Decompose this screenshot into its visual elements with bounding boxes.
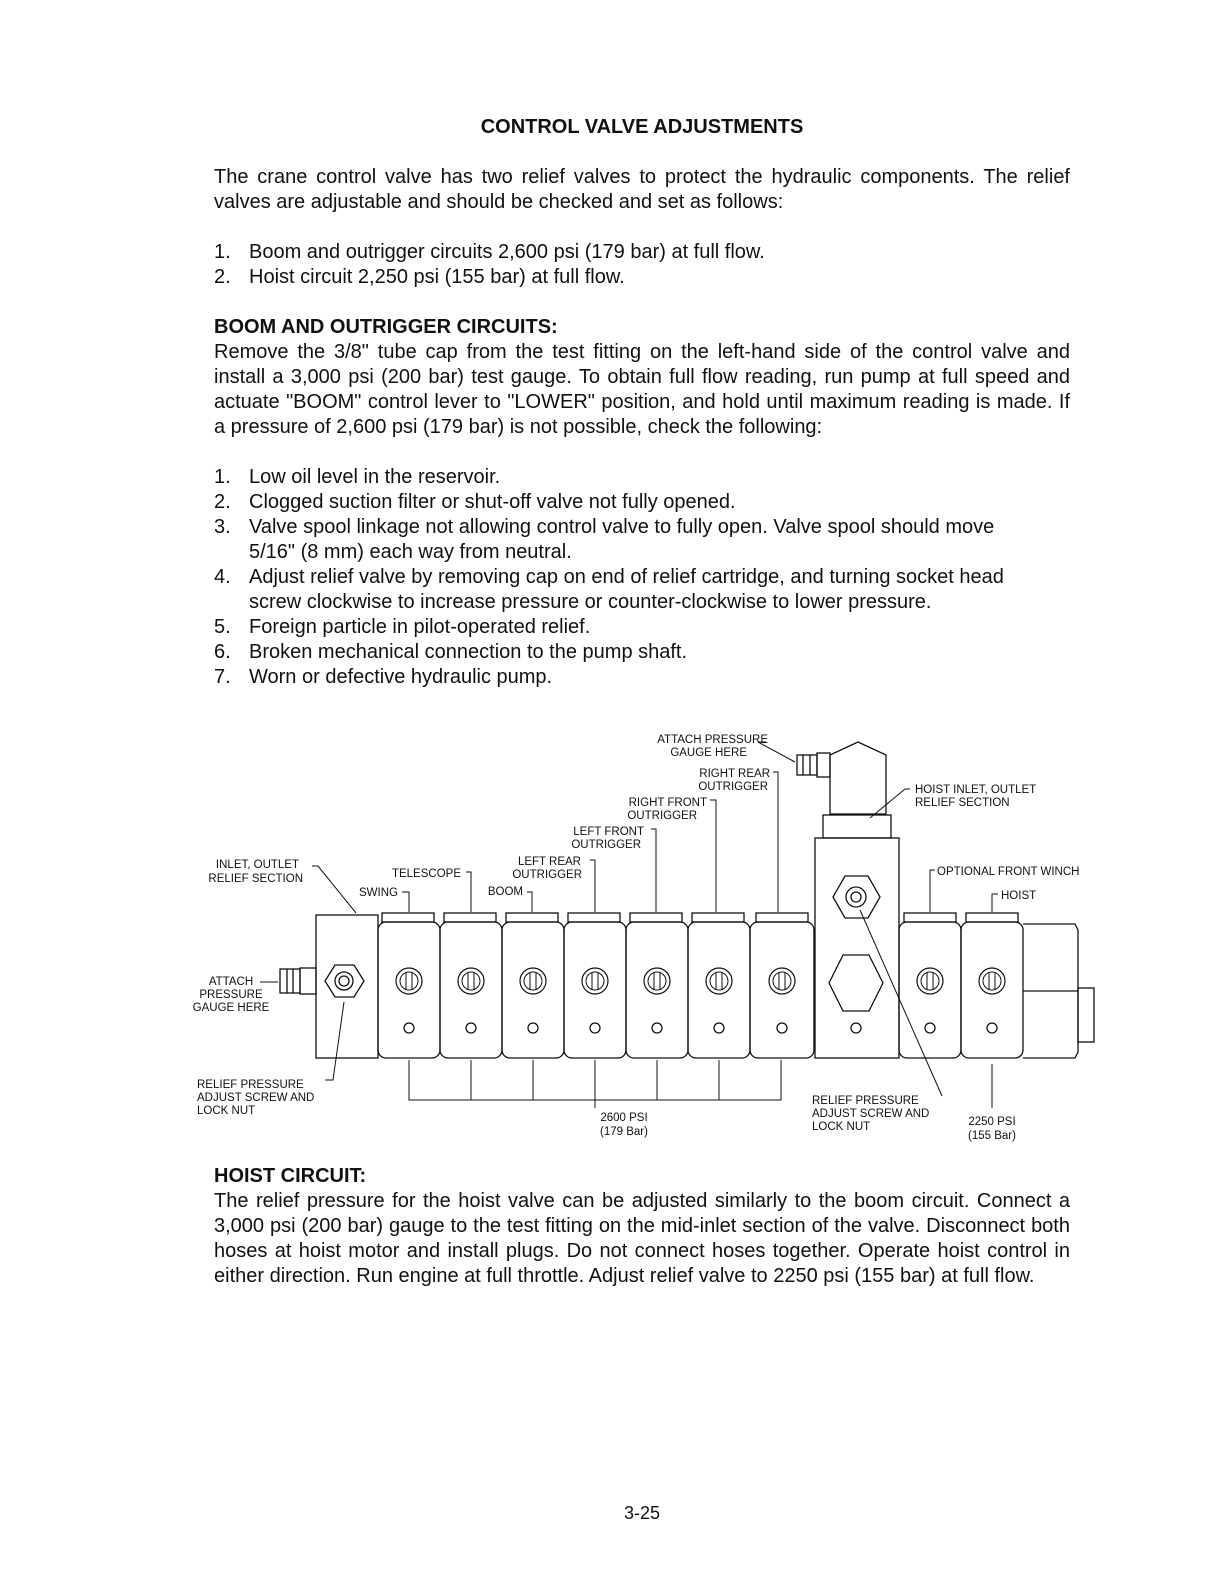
list-text: Worn or defective hydraulic pump.	[249, 666, 553, 688]
label-relief-right-1: RELIEF PRESSURE	[812, 1095, 919, 1107]
list-item	[214, 515, 1070, 565]
label-swing: SWING	[359, 887, 398, 899]
page-title: CONTROL VALVE ADJUSTMENTS	[480, 116, 804, 138]
control-valve-diagram	[185, 728, 1105, 1148]
boom-heading: BOOM AND OUTRIGGER CIRCUITS:	[214, 316, 558, 338]
list-number: 1.	[214, 466, 231, 488]
list-item	[214, 640, 1070, 665]
list-item	[214, 665, 1070, 690]
label-psi-2600-2: (179 Bar)	[600, 1126, 648, 1138]
list-text: Valve spool linkage not allowing control valve to fully open. Valve spool should move 5/16" (8 mm) each way from neutral.	[249, 516, 995, 563]
hoist-body: The relief pressure for the hoist valve can be adjusted similarly to the boom circuit. Connect a 3,000 psi (200 bar) gauge to the test fitting on the mid-inlet section of the valve. Disconnect both hoses at hoist motor and install plugs. Do not connect hoses together. Operate hoist control in either direction. Run engine at full throttle. Adjust relief valve to 2250 psi (155 bar) at full flow.	[214, 1190, 1070, 1287]
list-item	[214, 490, 1070, 515]
label-attach-left-2: PRESSURE	[199, 989, 263, 1001]
label-hoist-inlet-2: RELIEF SECTION	[915, 797, 1010, 809]
label-telescope: TELESCOPE	[391, 868, 461, 880]
label-attach-left-3: GAUGE HERE	[192, 1002, 270, 1014]
label-left-front-1: LEFT FRONT	[573, 826, 644, 838]
label-left-front-2: OUTRIGGER	[571, 839, 641, 851]
label-psi-2250-2: (155 Bar)	[968, 1130, 1016, 1142]
label-right-rear-2: OUTRIGGER	[698, 781, 768, 793]
intro-paragraph: The crane control valve has two relief valves to protect the hydraulic components. The relief valves are adjustable and should be checked and set as follows:	[214, 166, 1070, 213]
label-right-front-2: OUTRIGGER	[627, 810, 697, 822]
label-psi-2600-1: 2600 PSI	[600, 1112, 648, 1124]
label-boom: BOOM	[487, 886, 523, 898]
label-left-rear-1: LEFT REAR	[517, 856, 581, 868]
list-text: Hoist circuit 2,250 psi (155 bar) at full flow.	[249, 266, 625, 288]
label-attach-top-2: GAUGE HERE	[670, 747, 747, 759]
list-number: 4.	[214, 566, 231, 588]
spool-knobs	[396, 968, 1005, 994]
label-right-rear-1: RIGHT REAR	[699, 768, 770, 780]
list-item	[214, 565, 1070, 615]
label-relief-left-1: RELIEF PRESSURE	[197, 1079, 304, 1091]
inlet-section-body	[316, 915, 378, 1058]
hoist-heading: HOIST CIRCUIT:	[214, 1165, 367, 1187]
left-relief-hex	[325, 965, 364, 997]
page-number: 3-25	[623, 1503, 661, 1523]
list-item	[214, 265, 1070, 290]
list-text: Clogged suction filter or shut-off valve not fully opened.	[249, 491, 736, 513]
list-number: 1.	[214, 241, 231, 263]
label-attach-left-1: ATTACH	[208, 976, 254, 988]
label-inlet-outlet-2: RELIEF SECTION	[208, 873, 303, 885]
list-number: 6.	[214, 641, 231, 663]
list-number: 2.	[214, 491, 231, 513]
label-left-rear-2: OUTRIGGER	[512, 869, 582, 881]
label-hoist-inlet-1: HOIST INLET, OUTLET	[915, 784, 1037, 796]
left-gauge-fitting	[300, 968, 316, 994]
list-text: Boom and outrigger circuits 2,600 psi (179 bar) at full flow.	[249, 241, 765, 263]
label-hoist: HOIST	[1001, 890, 1037, 902]
label-inlet-outlet-1: INLET, OUTLET	[215, 859, 299, 871]
list-item	[214, 615, 1070, 640]
boom-section	[214, 315, 1070, 440]
label-relief-right-2: ADJUST SCREW AND	[812, 1108, 930, 1120]
list-text: Foreign particle in pilot-operated relief.	[249, 616, 591, 638]
label-attach-top-1: ATTACH PRESSURE	[657, 734, 768, 746]
list-text: Broken mechanical connection to the pump shaft.	[249, 641, 688, 663]
list-number: 2.	[214, 266, 231, 288]
label-psi-2250-1: 2250 PSI	[968, 1116, 1016, 1128]
label-relief-left-2: ADJUST SCREW AND	[197, 1092, 315, 1104]
settings-list	[214, 240, 1070, 290]
label-relief-left-3: LOCK NUT	[197, 1105, 256, 1117]
list-text: Low oil level in the reservoir.	[249, 466, 501, 488]
boom-body: Remove the 3/8" tube cap from the test fitting on the left-hand side of the control valve and install a 3,000 psi (200 bar) test gauge. To obtain full flow reading, run pump at full speed and actuate "BOOM" control lever to "LOWER" position, and hold until maximum reading is made. If a pressure of 2,600 psi (179 bar) is not possible, check the following:	[214, 341, 1070, 438]
checks-list	[214, 465, 1070, 690]
list-item	[214, 465, 1070, 490]
hoist-section	[214, 1164, 1070, 1289]
hoist-inlet-section	[797, 742, 899, 1058]
label-right-front-1: RIGHT FRONT	[628, 797, 707, 809]
list-text: Adjust relief valve by removing cap on end of relief cartridge, and turning socket head screw clockwise to increase pressure or counter-clockwise to lower pressure.	[249, 566, 1004, 613]
label-relief-right-3: LOCK NUT	[812, 1121, 871, 1133]
list-number: 5.	[214, 616, 231, 638]
label-optional-winch: OPTIONAL FRONT WINCH	[937, 866, 1080, 878]
work-sections	[378, 913, 814, 1058]
list-item	[214, 240, 1070, 265]
list-number: 7.	[214, 666, 231, 688]
list-number: 3.	[214, 516, 231, 538]
